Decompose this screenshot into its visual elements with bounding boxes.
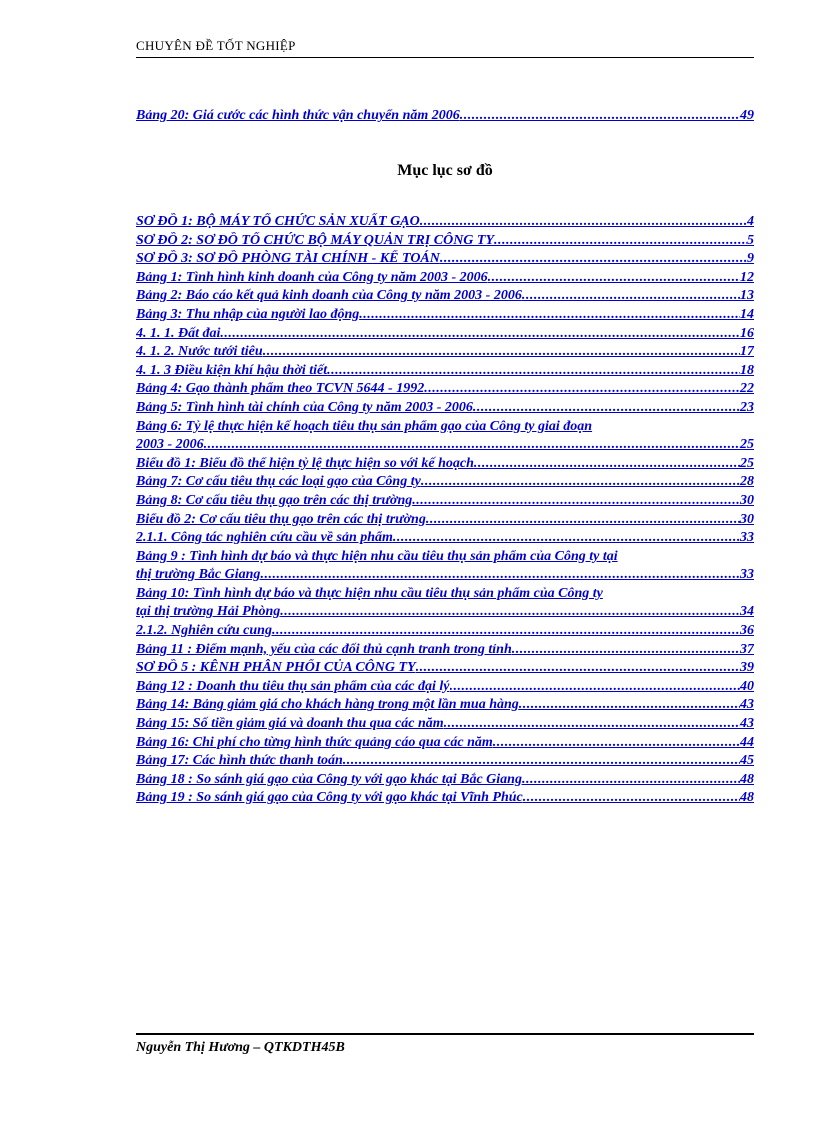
toc-entry-row [136,473,754,492]
toc-entry-row [136,287,754,306]
toc-entry-row [136,269,754,288]
toc-entry-link[interactable] [136,734,754,753]
toc-entry-link[interactable] [136,585,754,622]
toc-entry-leader-dots [359,306,740,325]
toc-entry-link[interactable] [136,399,754,418]
toc-entry-page-number: 14 [740,306,754,322]
toc-entry-leader-dots [343,752,740,771]
toc-entry-title: Bảng 2: Báo cáo kết quả kinh doanh của Công ty năm 2003 - 2006 [136,288,522,304]
toc-entry-page-number: 39 [740,660,754,676]
toc-entry-title-line1: Bảng 9 : Tình hình dự báo và thực hiện nhu cầu tiêu thụ sản phẩm của Công ty tại [136,548,618,564]
toc-entry-row [136,455,754,474]
toc-entry-title: Bảng 17: Các hình thức thanh toán [136,753,343,769]
toc-entry-page-number: 43 [740,716,754,732]
toc-entry-row [136,380,754,399]
toc-entry-link[interactable] [136,511,754,530]
toc-entry-leader-dots [421,473,740,492]
toc-entry-leader-dots [493,734,740,753]
toc-entry-title: tại thị trường Hải Phòng [136,604,281,620]
toc-entry-title: Biểu đồ 2: Cơ cấu tiêu thụ gạo trên các thị trường [136,511,426,527]
toc-entry-link[interactable] [136,325,754,344]
toc-entry-page-number: 18 [740,362,754,378]
toc-entry-page-number: 28 [740,474,754,490]
toc-entry-link[interactable] [136,715,754,734]
toc-entry-leader-dots [450,678,740,697]
toc-entry-leader-dots [519,696,740,715]
toc-entry-page-number: 25 [740,437,754,453]
toc-entry-title: Bảng 7: Cơ cấu tiêu thụ các loại gạo của Công ty [136,474,421,490]
toc-entry-title: 4. 1. 3 Điều kiện khí hậu thời tiết [136,362,328,378]
toc-entry-title-line1: Bảng 6: Tỷ lệ thực hiện kế hoạch tiêu thụ sản phẩm gạo của Công ty giai đoạn [136,418,593,434]
toc-entry-title: 2003 - 2006 [136,437,204,453]
toc-entry-leader-dots [522,287,740,306]
toc-entry-link[interactable] [136,250,754,269]
toc-entry-title: Bảng 20: Giá cước các hình thức vận chuyển năm 2006 [136,108,460,123]
toc-diagram-list [136,213,754,808]
toc-entry-link[interactable] [136,548,754,585]
toc-entry-title: Bảng 14: Bảng giảm giá cho khách hàng trong một lần mua hàng [136,697,519,713]
toc-entry-row [136,734,754,753]
toc-entry-title: 4. 1. 2. Nước tưới tiêu [136,344,263,360]
toc-entry-page-number: 34 [740,604,754,620]
footer-author: Nguyễn Thị Hương – QTKDTH45B [136,1040,345,1055]
toc-entry-link[interactable] [136,213,754,232]
toc-entry-page-number: 37 [740,641,754,657]
toc-entry-row [136,678,754,697]
toc-entry-row [136,529,754,548]
toc-entry-title: Bảng 5: Tình hình tài chính của Công ty năm 2003 - 2006 [136,399,473,415]
toc-entry-link[interactable] [136,232,754,251]
toc-entry-row [136,325,754,344]
toc-entry-leader-dots [444,715,740,734]
toc-entry-leader-dots [220,325,740,344]
toc-entry-row [136,641,754,660]
toc-entry-page-number: 5 [747,232,754,248]
toc-entry-leader-dots [426,511,740,530]
toc-entry-page-number: 30 [740,511,754,527]
toc-entry-link[interactable] [136,107,754,126]
toc-entry-leader-dots [523,789,740,808]
toc-entry-link[interactable] [136,343,754,362]
header-divider [136,57,754,58]
toc-entry-row [136,436,754,455]
toc-top-list [136,107,754,126]
toc-entry-page-number: 30 [740,492,754,508]
toc-entry-leader-dots [512,641,740,660]
toc-entry-link[interactable] [136,362,754,381]
toc-entry-leader-dots [473,399,740,418]
toc-entry-leader-dots [460,107,740,126]
toc-entry-title: Bảng 4: Gạo thành phẩm theo TCVN 5644 - 1992 [136,381,425,397]
toc-entry-title-line1: Bảng 10: Tình hình dự báo và thực hiện nhu cầu tiêu thụ sản phẩm của Công ty [136,585,603,601]
toc-entry-row [136,492,754,511]
toc-entry-row [136,250,754,269]
toc-entry-row [136,213,754,232]
toc-entry-link[interactable] [136,529,754,548]
toc-entry-leader-dots [416,659,740,678]
toc-entry-title: Biểu đồ 1: Biểu đồ thể hiện tỷ lệ thực hiện so với kế hoạch [136,455,474,471]
toc-entry-page-number: 36 [740,623,754,639]
toc-entry-row [136,232,754,251]
toc-entry-leader-dots [263,343,740,362]
toc-entry-link[interactable] [136,455,754,474]
toc-entry-leader-dots [327,362,740,381]
toc-entry-leader-dots [420,213,747,232]
toc-entry-page-number: 33 [740,530,754,546]
toc-entry-link[interactable] [136,771,754,790]
toc-entry-row [136,752,754,771]
toc-entry-row [136,789,754,808]
toc-entry-title: 2.1.1. Công tác nghiên cứu cầu về sản phẩm [136,530,393,546]
toc-entry-row [136,306,754,325]
toc-entry-page-number: 9 [747,251,754,267]
toc-entry-link[interactable] [136,678,754,697]
toc-entry-page-number: 25 [740,455,754,471]
toc-entry-title: Bảng 19 : So sánh giá gạo của Công ty với gạo khác tại Vĩnh Phúc [136,790,523,806]
toc-entry-leader-dots [393,529,740,548]
toc-entry-page-number: 45 [740,753,754,769]
toc-entry-leader-dots [522,771,740,790]
toc-entry-link[interactable] [136,306,754,325]
page-header: CHUYÊN ĐỀ TỐT NGHIỆP [136,38,296,53]
toc-entry-page-number: 4 [747,214,754,229]
toc-entry-row [136,511,754,530]
toc-entry-link[interactable] [136,492,754,511]
toc-entry-title: SƠ ĐỒ 3: SƠ ĐỒ PHÒNG TÀI CHÍNH - KẾ TOÁN [136,251,440,267]
toc-entry-title: Bảng 8: Cơ cấu tiêu thụ gạo trên các thị trường [136,492,413,508]
section-title: Mục lục sơ đồ [397,162,493,179]
toc-entry-page-number: 12 [740,269,754,285]
toc-entry-row [136,343,754,362]
toc-entry-title: SƠ ĐỒ 2: SƠ ĐỒ TỔ CHỨC BỘ MÁY QUẢN TRỊ CÔNG TY [136,232,495,248]
toc-entry-link[interactable] [136,287,754,306]
toc-entry-title: Bảng 1: Tình hình kinh doanh của Công ty năm 2003 - 2006 [136,269,488,285]
toc-entry-title: Bảng 12 : Doanh thu tiêu thụ sản phẩm của các đại lý [136,678,450,694]
toc-entry-link[interactable] [136,789,754,808]
toc-entry-leader-dots [440,250,747,269]
toc-entry-page-number: 17 [740,344,754,360]
toc-entry-page-number: 44 [740,734,754,750]
toc-entry-row [136,622,754,641]
toc-entry-link[interactable] [136,380,754,399]
toc-entry-leader-dots [424,380,740,399]
toc-entry-title: SƠ ĐỒ 5 : KÊNH PHÂN PHỐI CỦA CÔNG TY [136,660,416,676]
toc-entry-page-number: 16 [740,325,754,341]
toc-entry-link[interactable] [136,641,754,660]
toc-entry-row [136,659,754,678]
toc-entry-title: Bảng 3: Thu nhập của người lao động [136,306,360,322]
toc-entry-row [136,696,754,715]
toc-entry-link[interactable] [136,659,754,678]
toc-entry-page-number: 40 [740,678,754,694]
toc-entry-leader-dots [260,566,740,585]
toc-entry-title: Bảng 18 : So sánh giá gạo của Công ty với gạo khác tại Bắc Giang [136,771,522,787]
toc-entry-title: Bảng 11 : Điểm mạnh, yếu của các đối thủ cạnh tranh trong tỉnh [136,641,512,657]
toc-entry-leader-dots [488,269,740,288]
toc-entry-page-number: 48 [740,771,754,787]
toc-entry-page-number: 13 [740,288,754,304]
toc-entry-page-number: 49 [740,108,754,123]
toc-entry-row [136,566,754,585]
toc-entry-leader-dots [412,492,740,511]
toc-entry-page-number: 33 [740,567,754,583]
toc-entry-page-number: 43 [740,697,754,713]
toc-entry-link[interactable] [136,622,754,641]
toc-entry-title: SƠ ĐỒ 1: BỘ MÁY TỔ CHỨC SẢN XUẤT GẠO [136,214,420,229]
toc-entry-title: 4. 1. 1. Đất đai [136,325,221,341]
toc-entry-leader-dots [494,232,747,251]
toc-entry-leader-dots [272,622,740,641]
toc-entry-link[interactable] [136,418,754,455]
toc-entry-link[interactable] [136,473,754,492]
toc-entry-row [136,603,754,622]
toc-entry-row [136,362,754,381]
toc-entry-title: Bảng 15: Số tiền giảm giá và doanh thu qua các năm [136,716,444,732]
toc-entry-page-number: 23 [740,399,754,415]
toc-entry-row [136,715,754,734]
toc-entry-link[interactable] [136,752,754,771]
toc-entry-title: thị trường Bắc Giang [136,567,261,583]
toc-entry-leader-dots [474,455,740,474]
toc-entry-link[interactable] [136,696,754,715]
toc-entry-link[interactable] [136,269,754,288]
toc-entry-row [136,107,754,126]
toc-entry-page-number: 22 [740,381,754,397]
toc-entry-title: 2.1.2. Nghiên cứu cung [136,623,272,639]
toc-entry-page-number: 48 [740,790,754,806]
toc-entry-leader-dots [280,603,740,622]
toc-entry-leader-dots [204,436,740,455]
toc-entry-row [136,399,754,418]
footer-divider [136,1033,754,1035]
toc-entry-title: Bảng 16: Chi phí cho từng hình thức quảng cáo qua các năm [136,734,493,750]
toc-entry-row [136,771,754,790]
